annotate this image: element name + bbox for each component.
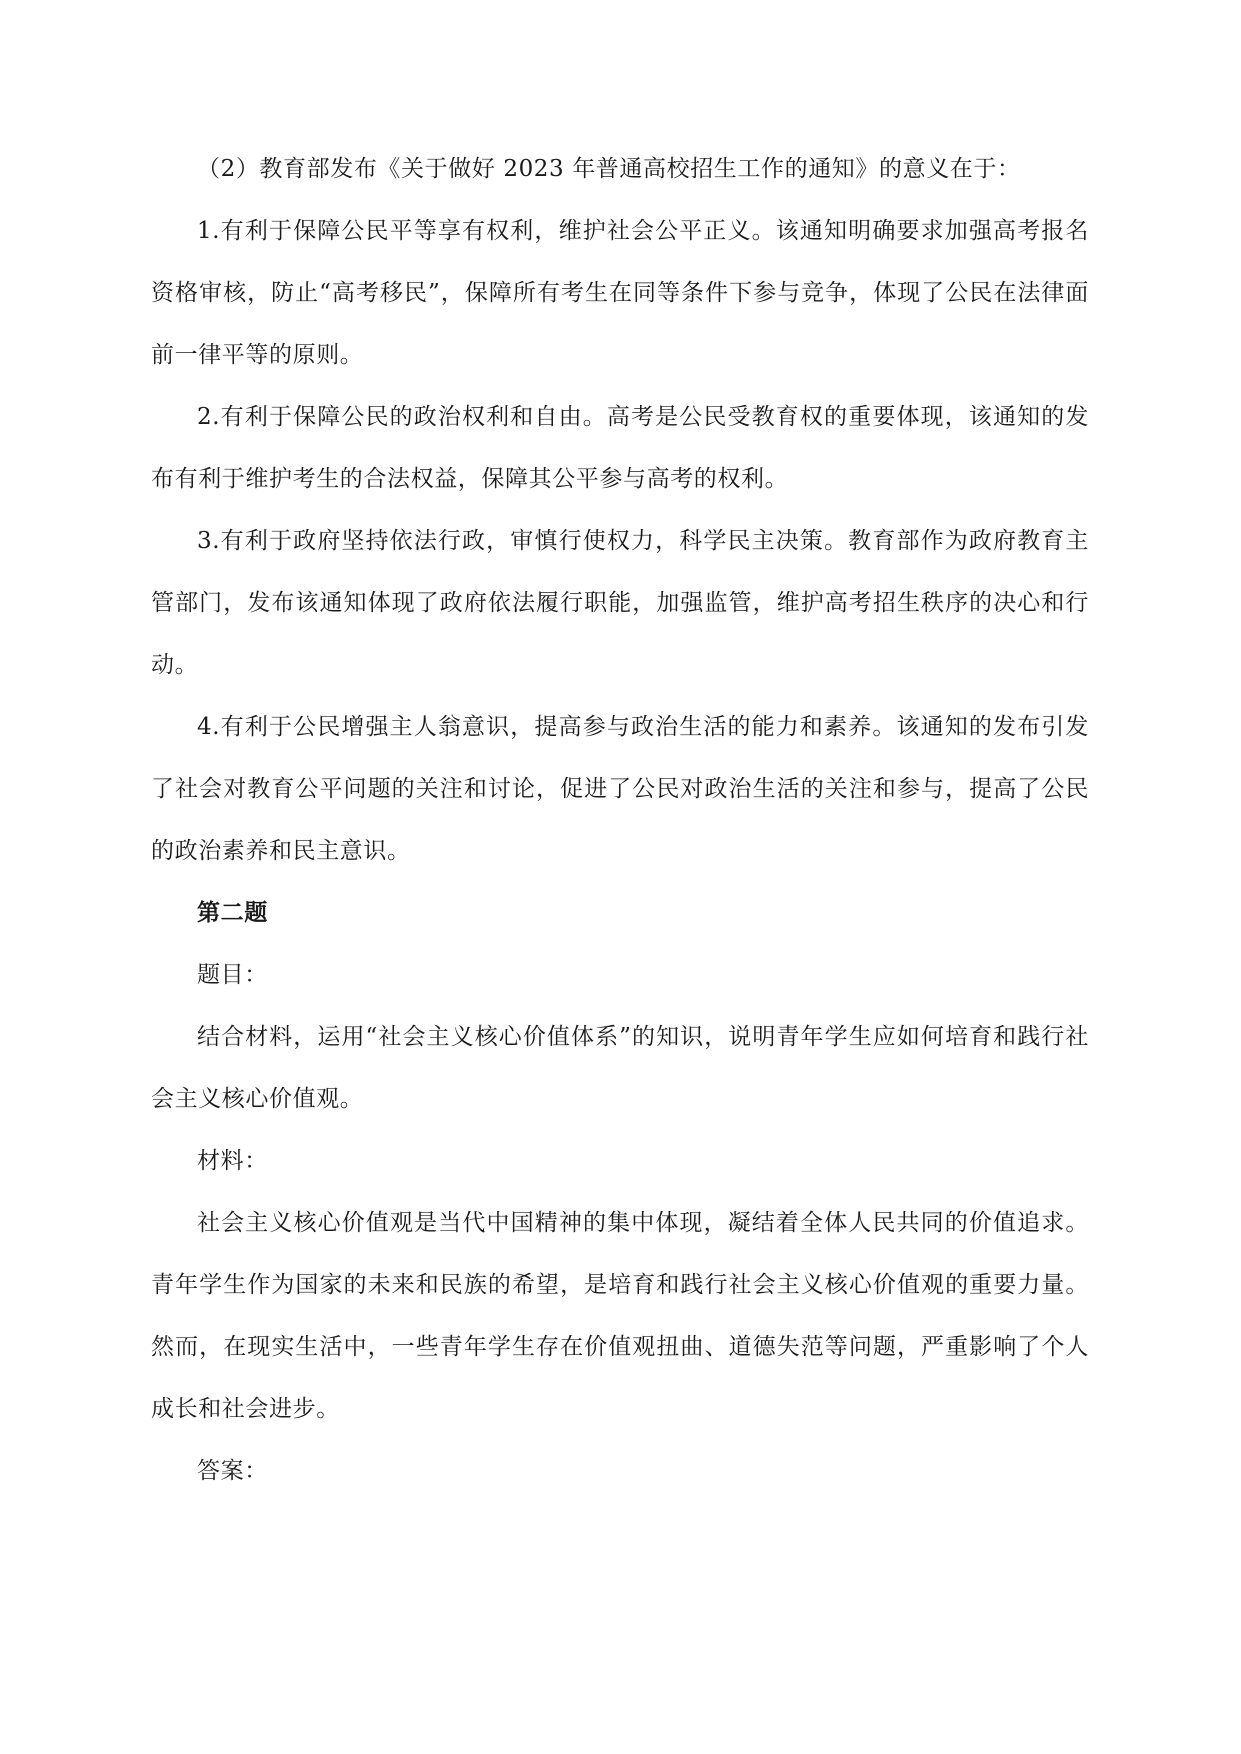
material-text: 社会主义核心价值观是当代中国精神的集中体现，凝结着全体人民共同的价值追求。青年学生作为国家的未来和民族的希望，是培育和践行社会主义核心价值观的重要力量。然而，在现实生活中，一些青年学生存在价值观扭曲、道德失范等问题，严重影响了个人成长和社会进步。 <box>151 1210 1089 1422</box>
document-body <box>151 138 1089 1502</box>
point-4-paragraph: 4.有利于公民增强主人翁意识，提高参与政治生活的能力和素养。该通知的发布引发了社会对教育公平问题的关注和讨论，促进了公民对政治生活的关注和参与，提高了公民的政治素养和民主意识。 <box>151 714 1089 864</box>
point-1-paragraph: 1.有利于保障公民平等享有权利，维护社会公平正义。该通知明确要求加强高考报名资格审核，防止“高考移民”，保障所有考生在同等条件下参与竞争，体现了公民在法律面前一律平等的原则。 <box>151 218 1089 368</box>
significance-intro: （2）教育部发布《关于做好 2023 年普通高校招生工作的通知》的意义在于： <box>197 156 1021 182</box>
question-text: 结合材料，运用“社会主义核心价值体系”的知识，说明青年学生应如何培育和践行社会主义核心价值观。 <box>151 1024 1089 1112</box>
question-label: 题目： <box>197 962 268 988</box>
material-label: 材料： <box>197 1148 268 1174</box>
section-title: 第二题 <box>197 899 268 926</box>
point-3-paragraph: 3.有利于政府坚持依法行政，审慎行使权力，科学民主决策。教育部作为政府教育主管部门，发布该通知体现了政府依法履行职能，加强监管，维护高考招生秩序的决心和行动。 <box>151 528 1089 678</box>
point-2-paragraph: 2.有利于保障公民的政治权利和自由。高考是公民受教育权的重要体现，该通知的发布有利于维护考生的合法权益，保障其公平参与高考的权利。 <box>151 404 1089 492</box>
answer-label: 答案： <box>197 1458 268 1484</box>
